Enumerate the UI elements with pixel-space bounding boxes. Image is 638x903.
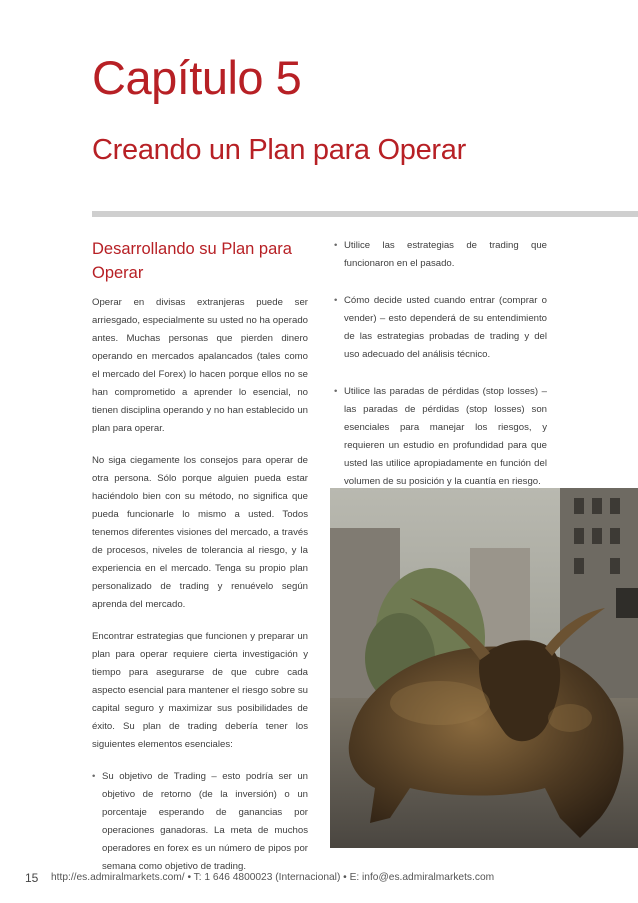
bullet-icon: •	[334, 295, 338, 306]
list-item-text: Cómo decide usted cuando entrar (comprar o vender) – esto dependerá de su entendimiento de las estrategias probadas de trading y del uso adecuado del análisis técnico.	[344, 295, 547, 360]
bullet-icon: •	[334, 386, 338, 397]
bullet-icon: •	[334, 240, 338, 251]
header-divider	[92, 211, 638, 217]
bullet-icon: •	[92, 771, 96, 782]
list-item	[334, 237, 547, 273]
chapter-title: Creando un Plan para Operar	[92, 134, 466, 166]
footer-contact: http://es.admiralmarkets.com/ • T: 1 646 4800023 (Internacional) • E: info@es.admiralmarkets.com	[51, 872, 495, 883]
list-item-text: Su objetivo de Trading – esto podría ser un objetivo de retorno (de la inversión) o un porcentaje esperando de ganancias por operaciones ganadoras. La meta de muchos operadores en forex es un número de pipos por semana como objetivo de trading.	[102, 771, 308, 872]
paragraph: Operar en divisas extranjeras puede ser arriesgado, especialmente su usted no ha operado antes. Muchas personas que pierden dinero operando en mercados apalancados (tales como el mercado del Forex) lo hacen porque ellos no se han comprometido a aprender lo esencial, no tienen disciplina operando y no han establecido un plan para operar.	[92, 297, 309, 434]
bull-statue-photo	[330, 488, 638, 848]
list-item	[334, 383, 547, 491]
paragraph: Encontrar estrategias que funcionen y preparar un plan para operar requiere cierta investigación y tiempo para asegurarse de que cubre cada aspecto esencial para mantener el riesgo sobre su capital seguro y maximizar sus posibilidades de éxito. Su plan de trading debería tener los siguientes elementos esenciales:	[92, 631, 308, 750]
left-column	[92, 237, 308, 876]
bullet-list	[92, 768, 308, 876]
page-footer	[0, 868, 638, 892]
page-number: 15	[25, 871, 39, 885]
list-item	[334, 292, 547, 364]
list-item-text: Utilice las paradas de pérdidas (stop losses) – las paradas de pérdidas (stop losses) son esenciales para manejar los riesgos, y requieren un estudio en profundidad para que usted las utilice apropiadamente en función del volumen de su posición y la cuantía en riesgo.	[344, 386, 547, 487]
list-item-text: Utilice las estrategias de trading que funcionaron en el pasado.	[344, 240, 547, 269]
chapter-number: Capítulo 5	[92, 51, 302, 104]
section-heading: Desarrollando su Plan para Operar	[92, 240, 292, 282]
list-item	[92, 768, 308, 876]
paragraph: No siga ciegamente los consejos para operar de otra persona. Sólo porque alguien pueda estar haciéndolo bien con su método, no significa que pueda funcionarle lo mismo a usted. Todos tenemos diferentes visiones del mercado, a través de procesos, niveles de tolerancia al riesgo, y la experiencia en el mercado. Tenga su propio plan personalizado de trading y renuévelo según aprenda del mercado.	[92, 455, 308, 610]
